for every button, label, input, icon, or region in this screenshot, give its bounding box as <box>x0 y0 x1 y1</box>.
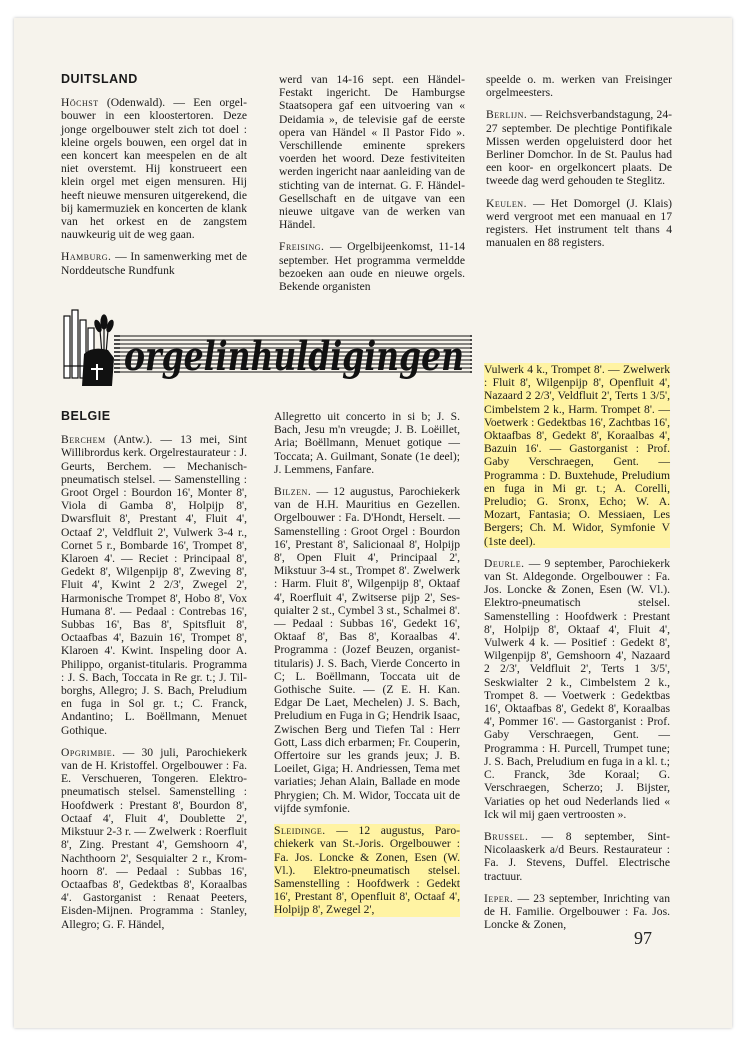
place-name: Sleidinge. <box>274 824 326 838</box>
entry-sleidinge <box>274 824 460 916</box>
entry-text: Vulwerk 4 k., Trompet 8'. — Zwelwerk : Fluit 8', Wilgenpijp 8', Openfluit 4', Nazaard 2 2/3', Veldfluit 2', Terts 1 3/5', Cimbelstem 2 k., Harm. Trompet 8'. — Voetwerk : Gedektbas 16', Zachtbas 16', Oktaafbas 8', Gedekt 8', Koraalbas 4', Bazuin 16'. — Gastorganist : Prof. Gaby Verschraegen, Gent. — Programma : D. Buxtehude, Preludium en fuga in Mi gr. t.; A. Corelli, Preludio; G. Sronx, Echo; W. A. Mozart, Fantasia; O. Messiaen, Les Bergers; Ch. M. Widor, Symfonie V (1ste deel). <box>484 363 670 548</box>
entry-text: (Antw.). — 13 mei, Sint Willibrordus kerk. Orgelrestaurateur : J. Geurts, Berchem. — Mechanisch-pneumatisch stelsel. — Samenstelling : Groot Orgel : Bourdon 16', Monter 8', Viola di Gamba 8', Holpijp 8', Dwarsfluit 8', Prestant 4', Fluit 4', Octaaf 2', Veldfluit 2', Vulwerk 3-4 r., Cornet 5 r., Bombarde 16', Trompet 8', Klaroen 4'. — Reciet : Principaal 8', Gedekt 8', Wilgenpijp 8', Zweving 8', Fluit 4', Kwint 2 2/3', Zwegel 2', Harmonische Trompet 8', Hobo 8', Vox Humana 8'. — Pedaal : Contrebas 16', Subbas 16', Bas 8', Spitsfluit 8', Octaafbas 4', Bazuin 16', Trompet 8', Klaroen 4'. Kwint. Inspeling door A. Philippo, organist-titularis. Programma : J. S. Bach, Toccata in Re gr. t.; J. Tilborghs, Allegro; J. S. Bach, Preludium en fuga in Sol gr. t.; C. Franck, Andantino; L. Boëllmann, Menuet Gothique. <box>61 433 247 737</box>
entry-freising <box>279 240 465 293</box>
entry-text: — 30 juli, Parochiekerk van de H. Kristoffel. Orgelbouwer : Fa. E. Verschueren, Tongeren. Elektro-pneumatisch stelsel. Samenstelling : Hoofdwerk : Prestant 8', Bourdon 8', Octaaf 4', Fluit 4', Doublette 2', Mikstuur 2-3 r. — Zwelwerk : Roerfluit 8', Zing. Prestant 4', Gemshoorn 4', Nachthoorn 2', Sesquialter 2 r., Kromhoorn 8'. — Pedaal : Subbas 16', Octaafbas 8', Gedektbas 8', Koraalbas 4'. Gastorganist : Renaat Peeters, Eisden-Mijnen. Programma : Stanley, Allegro; G. F. Händel, <box>61 745 247 931</box>
place-name: Keulen. <box>486 196 527 210</box>
entry-hamburg <box>61 250 247 276</box>
entry-text: — 12 augustus, Parochiekerk van St.-Joris. Orgelbouwer : Fa. Jos. Loncke & Zonen, Esen (W. Vl.). Elektro-pneumatisch stelsel. Samenstelling : Hoofdwerk : Gedekt 16', Prestant 8', Openfluit 8', Octaaf 4', Holpijp 8', Zwegel 2', <box>274 824 460 917</box>
place-name: Opgrimbie. <box>61 745 116 759</box>
banner-title: orgelinhuldigingen <box>124 333 464 380</box>
column-top-middle <box>279 73 465 302</box>
place-name: Freising. <box>279 240 325 254</box>
hand-with-cross-icon <box>82 349 114 386</box>
column-top-right <box>486 73 672 258</box>
entry-deurle <box>484 557 670 821</box>
place-name: Hamburg. <box>61 250 112 264</box>
entry-bilzen <box>274 485 460 815</box>
entry-text: — 12 augustus, Parochiekerk van de H.H. Mauritius en Gezellen. Orgelbouwer : Fa. D'Hondt, Herselt. — Samenstelling : Groot Orgel : Bourdon 16', Prestant 8', Salicionaal 8', Holpijp 8', Open Fluit 4', Principaal 2', Mikstuur 3-4 st., Trompet 8'. Zwelwerk : Harm. Fluit 8', Wilgenpijp 8', Oktaaf 4', Roerfluit 4', Zwitserse pijp 2', Sesquialter 2 st., Cymbel 3 st., Schalmei 8'. — Pedaal : Subbas 16', Gedekt 16', Oktaaf 8', Bas 8', Koraalbas 4'. Programma : (Jozef Beuzen, organist-titularis) J. S. Bach, Vierde Concerto in C; L. Boëllmann, Toccata uit de Gothische Suite. — (Z E. H. Kan. Edgar De Laet, Mechelen) J. S. Bach, Preludium en Fuga in G; Hendrik Isaac, Zwischen Berg und Tiefen Tal : Herr Gott, Lass dich erbarmen; Fr. Couperin, Offertoire sur les grands jeux; J. B. Loeilet, Giga; H. Andriessen, Tema met variaties; Jehan Alain, Ballade en mode Phrygien; Ch. M. Widor, Toccata uit de vijfde symfonie. <box>274 485 460 815</box>
column-bottom-left <box>61 410 247 940</box>
entry-hochst <box>61 96 247 241</box>
entry-text: Allegretto uit concerto in si b; J. S. Bach, Jesu m'n vreugde; J. B. Loëillet, Aria; Boëllmann, Menuet gotique — Toccata; A. Guilmant, Sonate (1e deel); J. Lemmens, Fanfare. <box>274 410 460 476</box>
entry-hamburg-cont <box>279 73 465 231</box>
entry-brussel <box>484 830 670 883</box>
entry-keulen <box>486 197 672 250</box>
document-page <box>14 18 732 1028</box>
place-name: Brussel. <box>484 829 529 843</box>
orgelinhuldigingen-banner <box>62 306 474 390</box>
entry-ieper <box>484 892 670 932</box>
column-bottom-middle <box>274 410 460 926</box>
column-top-left <box>61 73 247 286</box>
place-name: Höchst <box>61 96 99 110</box>
place-name: Berlijn. <box>486 108 528 122</box>
column-bottom-right <box>484 363 670 940</box>
page-number: 97 <box>634 928 652 948</box>
entry-text: — In samenwerking met de Norddeutsche Rundfunk <box>61 250 247 277</box>
section-heading-belgie: BELGIE <box>61 409 111 423</box>
place-name: Deurle. <box>484 556 525 570</box>
entry-text: werd van 14-16 sept. een Händel-Festakt ingericht. De Hamburgse Staatsopera gaf een uitvoering van « Deidamia », de televisie gaf de eerste opera van Händel « Il Pastor Fido ». Verschillende eminente sprekers voerden het woord. Deze festiviteiten werden ingericht naar aanleiding van de stichting van de internat. G. F. Händel-Gesellschaft en de uitgave van een nieuwe uitgave van de werken van Händel. <box>279 73 465 232</box>
entry-berlijn <box>486 108 672 187</box>
entry-sleidinge-cont <box>484 363 670 548</box>
entry-text: — 8 september, Sint-Nicolaaskerk a/d Beurs. Restaurateur : Fa. J. Stevens, Duffel. Electrische tractuur. <box>484 829 670 883</box>
entry-text: — Het Domorgel (J. Klais) werd vergroot met een manuaal en 17 registers. Het instrument telt thans 4 manualen en 88 registers. <box>486 196 672 250</box>
section-heading-duitsland: DUITSLAND <box>61 72 138 86</box>
entry-text: — Orgelbijeenkomst, 11-14 september. Het programma vermeldde bezoeken aan oude en nieuwe orgels. Bekende organisten <box>279 240 465 294</box>
entry-opgrimbie-cont <box>274 410 460 476</box>
entry-text: — 23 september, Inrichting van de H. Familie. Orgelbouwer : Fa. Jos. Loncke & Zonen, <box>484 891 670 932</box>
entry-opgrimbie <box>61 746 247 931</box>
entry-text: — 9 september, Parochiekerk van St. Aldegonde. Orgelbouwer : Fa. Jos. Loncke & Zonen, Esen (W. Vl.). Elektro-pneumatisch stelsel. Samenstelling : Hoofdwerk : Prestant 8', Holpijp 8', Oktaaf 4', Fluit 4', Vulwerk 4 k. — Positief : Gedekt 8', Wilgenpijp 8', Gemshoorn 4', Nazaard 2 2/3', Veldfluit 2', Terts 1 3/5', Seskwialter 2 k., Cimbelstem 2 k., Trompet 8. — Voetwerk : Gedektbas 16', Oktaafbas 8', Gedekt 8', Koraalbas 4', Pommer 16'. — Gastorganist : Prof. Gaby Verschraegen, Gent. — Programma : H. Purcell, Trumpet tune; J. S. Bach, Preludium en fuga in a kl. t.; C. Franck, 3de Koraal; G. Verschraegen, Scherzo; J. Bijster, Variaties op het oud Nederlands lied « Ick wil mij gaen vertroosten ». <box>484 556 670 821</box>
entry-berchem <box>61 433 247 737</box>
entry-text: speelde o. m. werken van Freisinger orgelmeesters. <box>486 73 672 100</box>
entry-freising-cont <box>486 73 672 99</box>
place-name: Berchem <box>61 433 106 447</box>
place-name: Ieper. <box>484 891 514 905</box>
entry-text: — Reichsverbandstagung, 24-27 september. De plechtige Pontifikale Missen werden opgeluisterd door het Berliner Domchor. In de St. Paulus had een koor- en orgelkoncert plaats. De tweede dag werd gehouden te Steglitz. <box>486 108 672 188</box>
place-name: Bilzen. <box>274 485 312 499</box>
entry-text: (Odenwald). — Een orgelbouwer in een kloostertoren. Deze jonge orgelbouwer stelt zich tot doel : kleine orgels bouwen, een orgel dat in een koncert kan meespelen en de alt niet overstemt. Hij konstrueert een klein orgel met eigen mensuren. Hij heeft nieuwe mensuren uitgerekend, die bij kamermuziek en koncerten de klank van het orkest en de zangstem nauwkeurig uit de weg gaan. <box>61 96 247 242</box>
